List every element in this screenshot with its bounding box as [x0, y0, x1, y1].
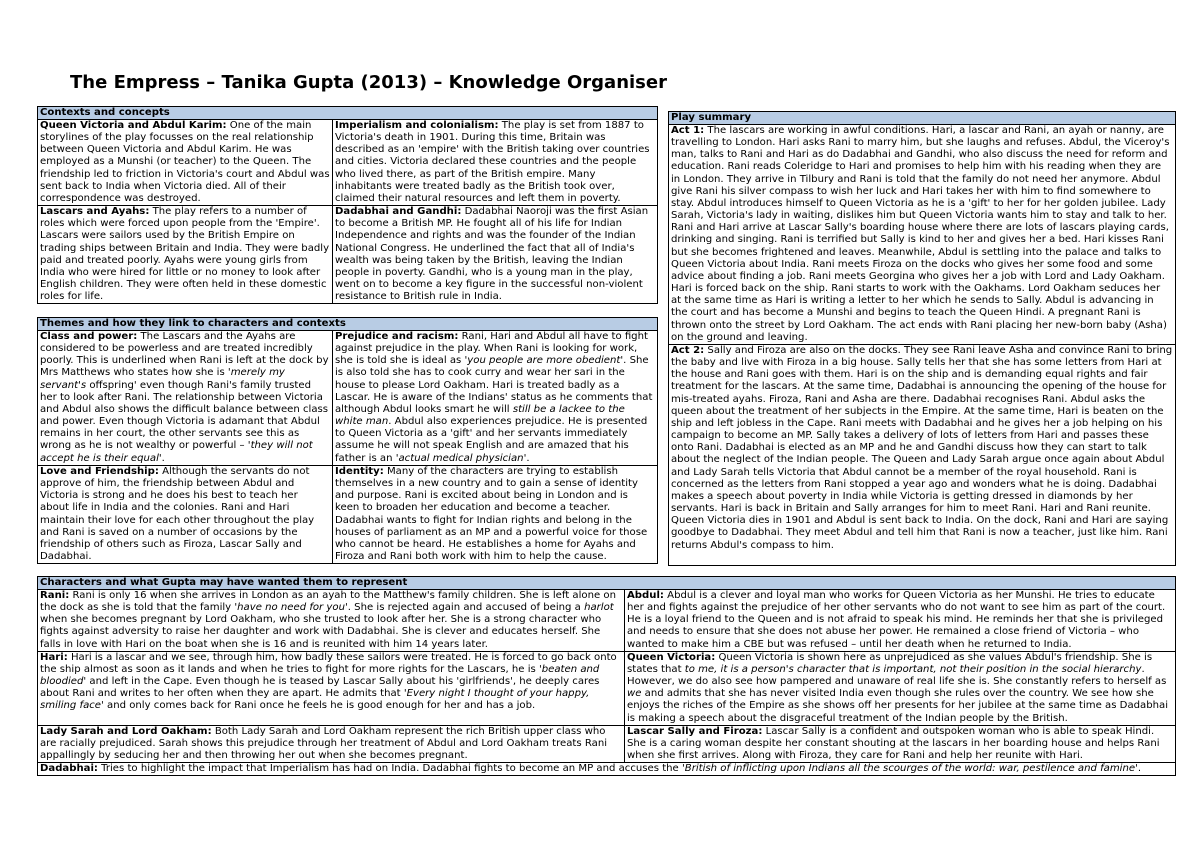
character-text: Both Lady Sarah and Lord Oakham represent the rich British upper class who are racially prejudiced. Sarah shows this prejudice through her treatment of Abdul and Lord Oakham treats Rani appallingly by seducing her and then throwing her out when she becomes pregnant. — [40, 725, 608, 762]
summary-table — [668, 111, 1176, 566]
character-rani — [38, 590, 625, 652]
contexts-header: Contexts and concepts — [38, 107, 658, 120]
character-heading: Dadabhai: — [40, 763, 98, 775]
character-text: Hari is a lascar and we see, through him, how badly these sailors were treated. He is forced to go back onto the ship almost as soon as it lands and when he tries to fight for more rights for the Lascars, he is ' — [40, 651, 617, 675]
context-victoria-abdul — [38, 120, 333, 206]
character-text: ' and left in the Cape. Even though he is teased by Lascar Sally about his 'girlfriends', he deeply cares about Rani and writes to her often when they are apart. He admits that ' — [40, 676, 600, 700]
theme-text: Although the servants do not approve of him, the friendship between Abdul and Victoria is strong and he does his best to teach her about life in India and the colonies. Rani and Hari maintain their love for each other throughout the play and Rani is saved on a number of occasions by the friendship of others such as Firoza, Lascar Sally and Dadabhai. — [40, 466, 315, 563]
context-text: Dadabhai Naoroji was the first Asian to become a British MP. He fought all of his life for Indian Independence and rights and was the founder of the Indian National Congress. He underlined the fact that all of India's wealth was being taken by the British, leaving the Indian people in poverty. Gandhi, who is a young man in the play, went on to become a key figure in the successful non-violent resistance to British rule in India. — [335, 206, 649, 303]
themes-table — [37, 317, 658, 564]
context-heading: Queen Victoria and Abdul Karim: — [40, 120, 227, 131]
theme-heading: Love and Friendship: — [40, 466, 159, 477]
character-heading: Lascar Sally and Firoza: — [627, 725, 763, 737]
act-heading: Act 2: — [671, 345, 705, 356]
context-lascars-ayahs — [38, 206, 333, 304]
character-quote: have no need for you — [237, 602, 345, 614]
act-text: The lascars are working in awful conditions. Hari, a lascar and Rani, an ayah or nanny, are travelling to London. Hari asks Rani to marry him, but she laughs and refuses. Abdul, the Viceroy's man, talks to Rani and Hari as do Dadabhai and Gandhi, who also discuss the need for reform and education. Rani reads Coleridge to Hari and promises to help him with his reading when they are in London. They arrive in Tilbury and Rani is told that the family do not need her anymore. Abdul give Rani his silver compass to wish her luck and Hari takes her with him to find somewhere to stay. Abdul introduces himself to Queen Victoria as he is a 'gift' to her for her golden jubilee. Lady Sarah, Victoria's lady in waiting, dislikes him but Queen Victoria wants him to stay and talk to her. Rani and Hari arrive at Lascar Sally's boarding house where there are lots of lascars playing cards, drinking and singing. Rani is terrified but Sally is kind to her and gives her a bed. Hari kisses Rani but she becomes frightened and leaves. Meanwhile, Abdul is settling into the palace and talks to Queen Victoria about India. Rani meets Firoza on the docks who gives her some food and some advice about finding a job. Rani meets Georgina who gives her a job with Lord and Lady Oakham. Hari is forced back on the ship. Rani starts to work with the Oakhams. Lord Oakham seduces her at the same time as Hari is writing a letter to her which he sends to Sally. Abdul is advancing in the court and has become a Munshi and begins to teach the Queen Hindi. A pregnant Rani is thrown onto the street by Lord Oakham. The act ends with Rani placing her new-born baby (Asha) on the ground and leaving. — [671, 125, 1170, 343]
character-text: Queen Victoria is shown here as unprejudiced as she values Abdul's friendship. She is states that — [627, 651, 1153, 675]
theme-text: '. — [158, 452, 165, 464]
character-quote: Every night I thought of your happy, smiling face' — [40, 688, 590, 712]
act-text: Sally and Firoza are also on the docks. They see Rani leave Asha and convince Rani to bring the baby and live with Firoza in a big house. Sally tells her that she has some letters from Hari at the house and Rani goes with them. Hari is on the ship and is demanding equal rights and fair treatment for the lascars. At the same time, Dadabhai is announcing the opening of the house for mis-treated ayahs. Firoza, Rani and Asha are there. Dadabhai recognises Rani. Abdul asks the queen about the treatment of her subjects in the Empire. At the same time, Hari is beaten on the ship and left jobless in the Cape. Rani meets with Dadabhai and he gives her a job helping on his campaign to become an MP. Sally takes a delivery of lots of letters from Hari and passes these onto Rani. Dadabhai is elected as an MP and he and Gandhi discuss how they can start to talk about the neglect of the Indian people. The Queen and Lady Sarah argue once again about Abdul and Lady Sarah tells Victoria that Abdul cannot be a member of the royal household. Rani is concerned as the letters from Rani stopped a year ago and wonders what he is doing. Dadabhai makes a speech about poverty in India while Victoria is getting dressed in diamonds by her servants. Hari is back in Britain and Sally arranges for him to meet Rani. Hari and Rani reunite. Queen Victoria dies in 1901 and Abdul is sent back to India. On the dock, Rani and Hari are saying goodbye to Dadabhai. They meet Abdul and tell him that Rani is now a teacher, just like him. Rani returns Abdul's compass to him. — [671, 345, 1173, 551]
context-dadabhai-gandhi — [333, 206, 658, 304]
theme-text: Rani, Hari and Abdul all have to fight against prejudice in the play. When Rani is looking for work, she is told she is ideal as ' — [335, 331, 648, 367]
context-heading: Lascars and Ayahs: — [40, 206, 150, 218]
character-queen-victoria — [625, 651, 1176, 725]
character-text: '. — [1135, 763, 1142, 775]
character-text: '. She is rejected again and accused of being a — [344, 602, 585, 614]
character-quote: we — [627, 688, 642, 700]
character-hari — [38, 651, 625, 725]
character-heading: Abdul: — [627, 590, 664, 601]
character-abdul — [625, 590, 1176, 652]
character-text: Abdul is a clever and loyal man who works for Queen Victoria as her Munshi. He tries to educate her and fights against the prejudice of her other servants who do not want to see him as part of the court. He is a loyal friend to the Queen and is not afraid to speak his mind. He reminds her that she is privileged and needs to ensure that she does not abuse her power. He remained a close friend of Victoria – who wanted to make him a CBE but was refused – until her death when he returned to India. — [627, 590, 1166, 650]
theme-text: Many of the characters are trying to establish themselves in a new country and to gain a sense of identity and purpose. Rani is excited about being in London and is keen to broaden her education and become a teacher. Dadabhai wants to fight for Indian rights and belong in the houses of parliament as an MP and a powerful voice for those who cannot be heard. He establishes a home for Ayahs and Firoza and Rani both work with him to help the cause. — [335, 466, 648, 563]
themes-header: Themes and how they link to characters and contexts — [38, 318, 658, 331]
character-text: and admits that she has never visited India even though she rules over the country. We see how she enjoys the riches of the Empire as she shows off her presents for her jubilee at the same time as Dadabhai is making a speech about the disgraceful treatment of the Indian people by the British. — [627, 688, 1169, 724]
theme-identity — [333, 466, 658, 564]
character-text: Tries to highlight the impact that Imperialism has had on India. Dadabhai fights to become an MP and accuses the ' — [97, 763, 685, 775]
theme-quote: still be a lackee to the white man — [335, 403, 625, 428]
character-dadabhai — [38, 763, 1176, 776]
theme-text: offspring' even though Rani's family trusted her to look after Rani. The relationship between Victoria and Abdul also shows the difficult balance between class and power. Even though Victoria is adamant that Abdul remains in her court, the other servants see this as wrong as he is not wealthy or powerful – ' — [40, 379, 329, 452]
character-heading: Hari: — [40, 651, 68, 663]
character-heading: Lady Sarah and Lord Oakham: — [40, 725, 212, 737]
context-heading: Imperialism and colonialism: — [335, 120, 499, 131]
act-heading: Act 1: — [671, 125, 705, 136]
summary-header: Play summary — [669, 112, 1176, 125]
context-text: The play is set from 1887 to Victoria's death in 1901. During this time, Britain was described as an 'empire' with the British taking over countries and cities. Victoria declared these countries and the people who lived there, as part of the British empire. Many inhabitants were treated badly as the British took over, claimed their natural resources and left them in poverty. — [335, 120, 650, 204]
contexts-table — [37, 106, 658, 304]
character-text: Lascar Sally is a confident and outspoken woman who is able to speak Hindi. She is a caring woman despite her constant shouting at the lascars in her boarding house and helps Rani when she first arrives. Along with Firoza, they care for Rani and help her reunite with Hari. — [627, 725, 1160, 762]
theme-heading: Class and power: — [40, 331, 138, 342]
theme-text: The Lascars and the Ayahs are considered to be powerless and are treated incredibly poorly. This is underlined when Rani is left at the dock by Mrs Matthews who states how she is ' — [40, 331, 329, 379]
summary-act-1 — [669, 125, 1176, 345]
character-heading: Queen Victoria: — [627, 651, 716, 663]
character-heading: Rani: — [40, 590, 70, 601]
theme-quote: merely my servant's — [40, 367, 285, 391]
theme-heading: Identity: — [335, 466, 384, 477]
context-heading: Dadabhai and Gandhi: — [335, 206, 462, 218]
summary-act-2 — [669, 345, 1176, 566]
theme-text: '. — [523, 452, 530, 464]
character-quote: harlot — [584, 602, 614, 614]
character-quote: to me, it is a person's character that is important, not their position in the social hierarchy — [684, 663, 1142, 675]
context-imperialism — [333, 120, 658, 206]
theme-quote: actual medical physician — [398, 452, 524, 464]
theme-prejudice-racism — [333, 331, 658, 466]
character-quote: British of inflicting upon Indians all the scourges of the world: war, pestilence and famine — [684, 763, 1136, 775]
character-text: when she becomes pregnant by Lord Oakham, who she trusted to look after her. She is a strong character who fights against adversity to raise her daughter and work with Dadabhai. She is clever and educates herself. She falls in love with Hari on the boat when she is 16 and is reunited with him 14 years later. — [40, 614, 602, 650]
theme-text: '. She is also told she has to cook curry and wear her sari in the house to please Lord Oakham. Hari is treated badly as a Lascar. He is aware of the Indians' status as he comments that although Abdul looks smart he will — [335, 355, 653, 415]
theme-love-friendship — [38, 466, 333, 564]
character-sarah-oakham — [38, 725, 625, 762]
theme-heading: Prejudice and racism: — [335, 331, 459, 342]
context-text: One of the main storylines of the play focusses on the real relationship between Queen Victoria and Abdul Karim. He was employed as a Munshi (or teacher) to the Queen. The friendship led to friction in Victoria's court and Abdul was sent back to India when Victoria died. All of their correspondence was destroyed. — [40, 120, 330, 204]
theme-quote: they will not accept he is their equal — [40, 440, 313, 464]
character-text: and only comes back for Rani once he feels he is good enough for her and has a job. — [103, 700, 536, 712]
theme-quote: you people are more obedient — [467, 355, 621, 367]
characters-table — [37, 576, 1176, 776]
theme-class-power — [38, 331, 333, 466]
character-text: Rani is only 16 when she arrives in London as an ayah to the Matthew's family children. She is left alone on the dock as she is told that the family ' — [40, 590, 616, 614]
character-text: . However, we do also see how pampered and unaware of real life she is. She constantly refers to herself as — [627, 663, 1167, 688]
character-quote: beaten and bloodied — [40, 663, 600, 688]
theme-text: . Abdul also experiences prejudice. He is presented to Queen Victoria as a 'gift' and her servants immediately assume he will not speak English and are amazed that his father is an ' — [335, 416, 648, 464]
character-sally-firoza — [625, 725, 1176, 762]
context-text: The play refers to a number of roles which were forced upon people from the 'Empire'. Lascars were sailors used by the British Empire on trading ships between Britain and India. They were badly paid and treated poorly. Ayahs were young girls from India who were hired for little or no money to look after English children. They were often held in these domestic roles for life. — [40, 206, 330, 303]
characters-header: Characters and what Gupta may have wanted them to represent — [38, 577, 1176, 590]
page-title: The Empress – Tanika Gupta (2013) – Knowledge Organiser — [70, 72, 667, 93]
